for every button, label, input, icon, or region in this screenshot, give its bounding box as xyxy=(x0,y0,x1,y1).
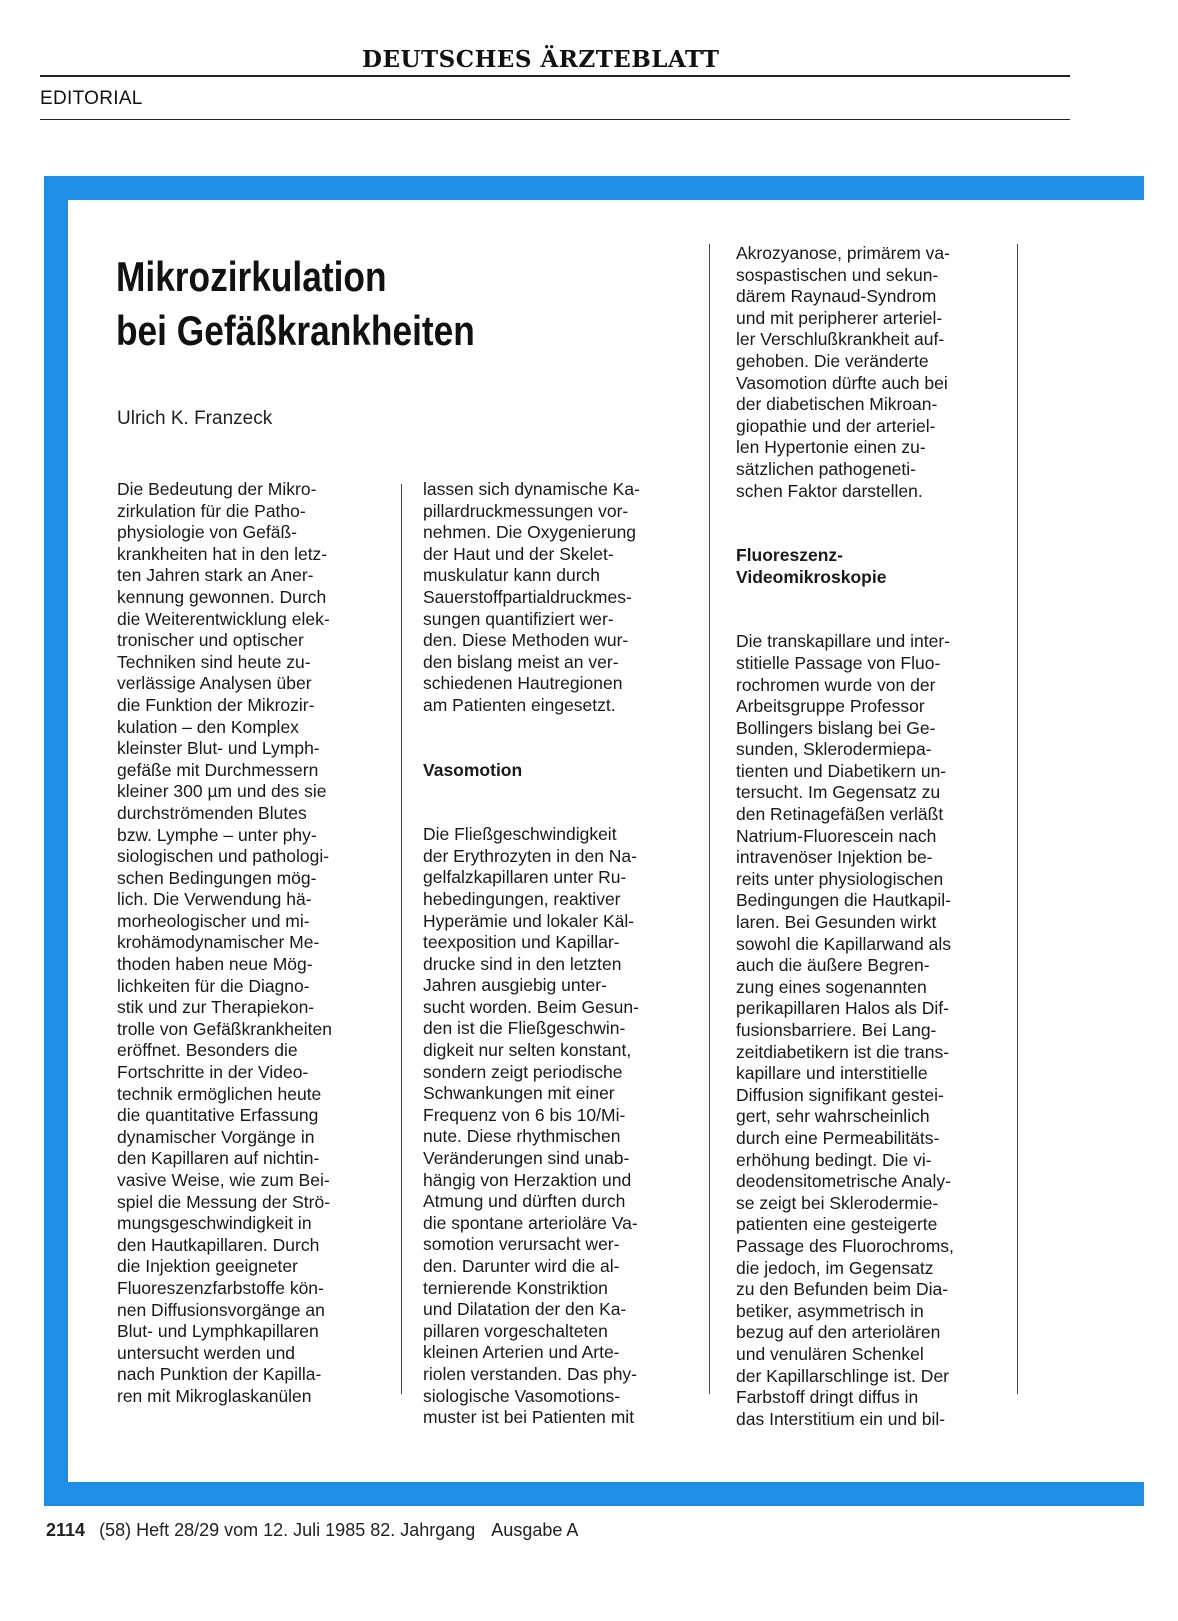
text-line: kleiner 300 µm und des sie xyxy=(117,781,327,802)
text-line: Farbstoff dringt diffus in xyxy=(736,1387,919,1408)
text-line: tienten und Diabetikern un- xyxy=(736,760,947,781)
text-line: verlässige Analysen über xyxy=(117,673,312,694)
text-line: stitielle Passage von Fluo- xyxy=(736,652,941,673)
text-line: gehoben. Die veränderte xyxy=(736,350,929,371)
column-2 xyxy=(423,479,640,1429)
text-line: technik ermöglichen heute xyxy=(117,1083,322,1104)
text-line: den bislang meist an ver- xyxy=(423,651,619,672)
text-line: sätzlichen pathogeneti- xyxy=(736,458,916,479)
text-line: siologischen und pathologi- xyxy=(117,846,330,867)
text-line: schiedenen Hautregionen xyxy=(423,673,623,694)
text-line: somotion verursacht wer- xyxy=(423,1234,620,1255)
edition-label: Ausgabe A xyxy=(491,1520,579,1540)
text-line: Die transkapillare und inter- xyxy=(736,631,950,652)
text-line: se zeigt bei Sklerodermie- xyxy=(736,1192,939,1213)
text-line: schen Bedingungen mög- xyxy=(117,867,317,888)
text-line: den. Darunter wird die al- xyxy=(423,1256,620,1276)
text-line: nach Punktion der Kapilla- xyxy=(117,1364,322,1385)
text-line: lassen sich dynamische Ka- xyxy=(423,479,640,499)
text-line: Atmung und dürften durch xyxy=(423,1191,626,1212)
article-author: Ulrich K. Franzeck xyxy=(117,408,273,429)
text-line: därem Raynaud-Syndrom xyxy=(736,286,937,307)
section-heading: Fluoreszenz- xyxy=(736,545,843,566)
section-heading: Vasomotion xyxy=(423,759,523,780)
text-line: dynamischer Vorgänge in xyxy=(117,1126,315,1147)
text-line: eröffnet. Besonders die xyxy=(117,1040,298,1061)
section-rule xyxy=(40,119,1070,120)
text-line: sucht worden. Beim Gesun- xyxy=(423,996,639,1017)
text-line: die jedoch, im Gegensatz xyxy=(736,1257,934,1278)
text-line: der Erythrozyten in den Na- xyxy=(423,845,637,866)
text-line: morheologischer und mi- xyxy=(117,910,310,931)
text-line: die Weiterentwicklung elek- xyxy=(117,608,330,629)
text-line: der diabetischen Mikroan- xyxy=(736,394,938,415)
column-divider-3 xyxy=(1017,244,1018,1394)
text-line: Jahren ausgiebig unter- xyxy=(423,975,607,996)
text-line: Akrozyanose, primärem va- xyxy=(736,243,950,263)
text-line: die Funktion der Mikrozir- xyxy=(117,694,315,715)
text-line: auch die äußere Begren- xyxy=(736,955,930,976)
column-divider-2 xyxy=(709,244,710,1394)
text-line: Vasomotion dürfte auch bei xyxy=(736,372,948,393)
text-line: gert, sehr wahrscheinlich xyxy=(736,1106,930,1127)
text-line: Frequenz von 6 bis 10/Mi- xyxy=(423,1104,626,1125)
text-line: Veränderungen sind unab- xyxy=(423,1148,630,1169)
text-line: kennung gewonnen. Durch xyxy=(117,586,327,607)
text-line: hebedingungen, reaktiver xyxy=(423,888,621,909)
text-line: Arbeitsgruppe Professor xyxy=(736,696,925,717)
text-line: Fluoreszenzfarbstoffe kön- xyxy=(117,1277,324,1298)
issue-info: (58) Heft 28/29 vom 12. Juli 1985 82. Jahrgang xyxy=(99,1520,476,1540)
text-line: spiel die Messung der Strö- xyxy=(117,1191,331,1212)
text-line: teexposition und Kapillar- xyxy=(423,932,620,953)
text-line: patienten eine gesteigerte xyxy=(736,1214,938,1235)
text-line: nen Diffusionsvorgänge an xyxy=(117,1299,325,1320)
text-line: lichkeiten für die Diagno- xyxy=(117,975,310,996)
text-line: len Hypertonie einen zu- xyxy=(736,437,926,458)
text-line: und venulären Schenkel xyxy=(736,1343,924,1364)
text-line: hängig von Herzaktion und xyxy=(423,1169,632,1190)
text-line: ler Verschlußkrankheit auf- xyxy=(736,329,945,350)
text-line: siologische Vasomotions- xyxy=(423,1385,621,1406)
text-line: am Patienten eingesetzt. xyxy=(423,694,616,715)
text-line: giopathie und der arteriel- xyxy=(736,415,936,436)
text-line: krohämodynamischer Me- xyxy=(117,932,320,953)
text-line: Sauerstoffpartialdruckmes- xyxy=(423,586,632,607)
text-line: Diffusion signifikant gestei- xyxy=(736,1084,944,1105)
text-line: durch eine Permeabilitäts- xyxy=(736,1127,940,1148)
text-line: zung eines sogenannten xyxy=(736,976,927,997)
text-line: trolle von Gefäßkrankheiten xyxy=(117,1018,332,1039)
text-line: thoden haben neue Mög- xyxy=(117,954,313,975)
text-line: Bedingungen die Hautkapil- xyxy=(736,890,952,911)
text-line: kleinen Arterien und Arte- xyxy=(423,1342,620,1363)
text-line: Hyperämie und lokaler Käl- xyxy=(423,910,635,931)
text-line: durchströmenden Blutes xyxy=(117,802,307,823)
text-line: drucke sind in den letzten xyxy=(423,953,622,974)
masthead-rule xyxy=(40,75,1070,77)
text-line: pillardruckmessungen vor- xyxy=(423,500,629,521)
page-number: 2114 xyxy=(46,1520,86,1540)
section-label: EDITORIAL xyxy=(40,88,143,109)
text-line: Schwankungen mit einer xyxy=(423,1083,615,1104)
text-line: schen Faktor darstellen. xyxy=(736,480,923,501)
text-line: mungsgeschwindigkeit in xyxy=(117,1213,312,1234)
text-line: betiker, asymmetrisch in xyxy=(736,1300,924,1321)
text-line: tronischer und optischer xyxy=(117,630,304,651)
title-line-1: Mikrozirkulation xyxy=(116,253,387,300)
text-line: stik und zur Therapiekon- xyxy=(117,997,315,1018)
text-line: und mit peripherer arteriel- xyxy=(736,307,943,328)
text-line: vasive Weise, wie zum Bei- xyxy=(117,1170,330,1190)
text-line: zirkulation für die Patho- xyxy=(117,500,306,521)
text-line: den Hautkapillaren. Durch xyxy=(117,1234,320,1255)
text-line: sospastischen und sekun- xyxy=(736,264,939,285)
text-line: der Haut und der Skelet- xyxy=(423,543,614,564)
text-line: digkeit nur selten konstant, xyxy=(423,1040,632,1061)
text-line: die spontane arterioläre Va- xyxy=(423,1212,638,1233)
text-line: lich. Die Verwendung hä- xyxy=(117,889,312,910)
text-line: und Dilatation der den Ka- xyxy=(423,1299,627,1320)
text-line: den. Diese Methoden wur- xyxy=(423,630,629,651)
text-line: nute. Diese rhythmischen xyxy=(423,1126,621,1147)
text-line: fusionsbarriere. Bei Lang- xyxy=(736,1020,937,1040)
text-line: kulation – den Komplex xyxy=(117,716,299,737)
text-line: laren. Bei Gesunden wirkt xyxy=(736,912,937,933)
title-line-2: bei Gefäßkrankheiten xyxy=(116,307,475,354)
text-line: die quantitative Erfassung xyxy=(117,1105,319,1126)
text-line: rochromen wurde von der xyxy=(736,674,936,695)
text-line: das Interstitium ein und bil- xyxy=(736,1408,946,1429)
text-line: Bollingers bislang bei Ge- xyxy=(736,717,936,738)
text-line: gelfalzkapillaren unter Ru- xyxy=(423,867,627,888)
text-line: Blut- und Lymphkapillaren xyxy=(117,1321,319,1342)
text-line: die Injektion geeigneter xyxy=(117,1256,298,1277)
article-title xyxy=(116,250,475,358)
text-line: den Retinagefäßen verläßt xyxy=(736,804,944,825)
text-line: Die Fließgeschwindigkeit xyxy=(423,824,617,845)
text-line: pillaren vorgeschalteten xyxy=(423,1320,608,1341)
text-line: ternierende Konstriktion xyxy=(423,1277,608,1298)
text-line: sungen quantifiziert wer- xyxy=(423,608,614,629)
text-line: muster ist bei Patienten mit xyxy=(423,1407,635,1428)
text-line: kleinster Blut- und Lymph- xyxy=(117,738,320,759)
text-line: sondern zeigt periodische xyxy=(423,1061,623,1082)
text-line: reits unter physiologischen xyxy=(736,868,944,889)
text-line: Die Bedeutung der Mikro- xyxy=(117,479,317,499)
text-line: deodensitometrische Analy- xyxy=(736,1171,951,1192)
text-line: intravenöser Injektion be- xyxy=(736,847,933,868)
column-divider-1 xyxy=(401,484,402,1394)
text-line: den Kapillaren auf nichtin- xyxy=(117,1148,320,1169)
text-line: zu den Befunden beim Dia- xyxy=(736,1279,949,1300)
text-line: untersucht werden und xyxy=(117,1342,296,1363)
text-line: nehmen. Die Oxygenierung xyxy=(423,522,637,543)
text-line: Techniken sind heute zu- xyxy=(117,651,311,672)
text-line: Natrium-Fluorescein nach xyxy=(736,825,937,846)
text-line: der Kapillarschlinge ist. Der xyxy=(736,1365,950,1386)
column-3 xyxy=(736,243,954,1430)
text-line: ren mit Mikroglaskanülen xyxy=(117,1385,312,1406)
text-line: erhöhung bedingt. Die vi- xyxy=(736,1149,932,1170)
text-line: krankheiten hat in den letz- xyxy=(117,543,328,564)
text-line: Passage des Fluorochroms, xyxy=(736,1235,954,1256)
text-line: riolen verstanden. Das phy- xyxy=(423,1363,637,1384)
text-line: perikapillaren Halos als Dif- xyxy=(736,998,949,1019)
column-1 xyxy=(117,479,332,1408)
text-line: den ist die Fließgeschwin- xyxy=(423,1018,626,1039)
text-line: physiologie von Gefäß- xyxy=(117,522,297,543)
text-line: sowohl die Kapillarwand als xyxy=(736,933,951,954)
text-line: Fortschritte in der Video- xyxy=(117,1062,309,1083)
text-line: muskulatur kann durch xyxy=(423,565,601,586)
text-line: bezug auf den arteriolären xyxy=(736,1322,941,1343)
masthead: DEUTSCHES ÄRZTEBLATT xyxy=(362,46,720,73)
text-line: bzw. Lymphe – unter phy- xyxy=(117,824,317,845)
text-line: ten Jahren stark an Aner- xyxy=(117,565,314,586)
section-heading: Videomikroskopie xyxy=(736,566,887,587)
text-line: kapillare und interstitielle xyxy=(736,1063,928,1084)
text-line: tersucht. Im Gegensatz zu xyxy=(736,782,941,803)
text-line: gefäße mit Durchmessern xyxy=(117,759,319,780)
text-line: zeitdiabetikern ist die trans- xyxy=(736,1041,950,1062)
page-footer xyxy=(46,1520,578,1541)
text-line: sunden, Sklerodermiepa- xyxy=(736,739,932,760)
